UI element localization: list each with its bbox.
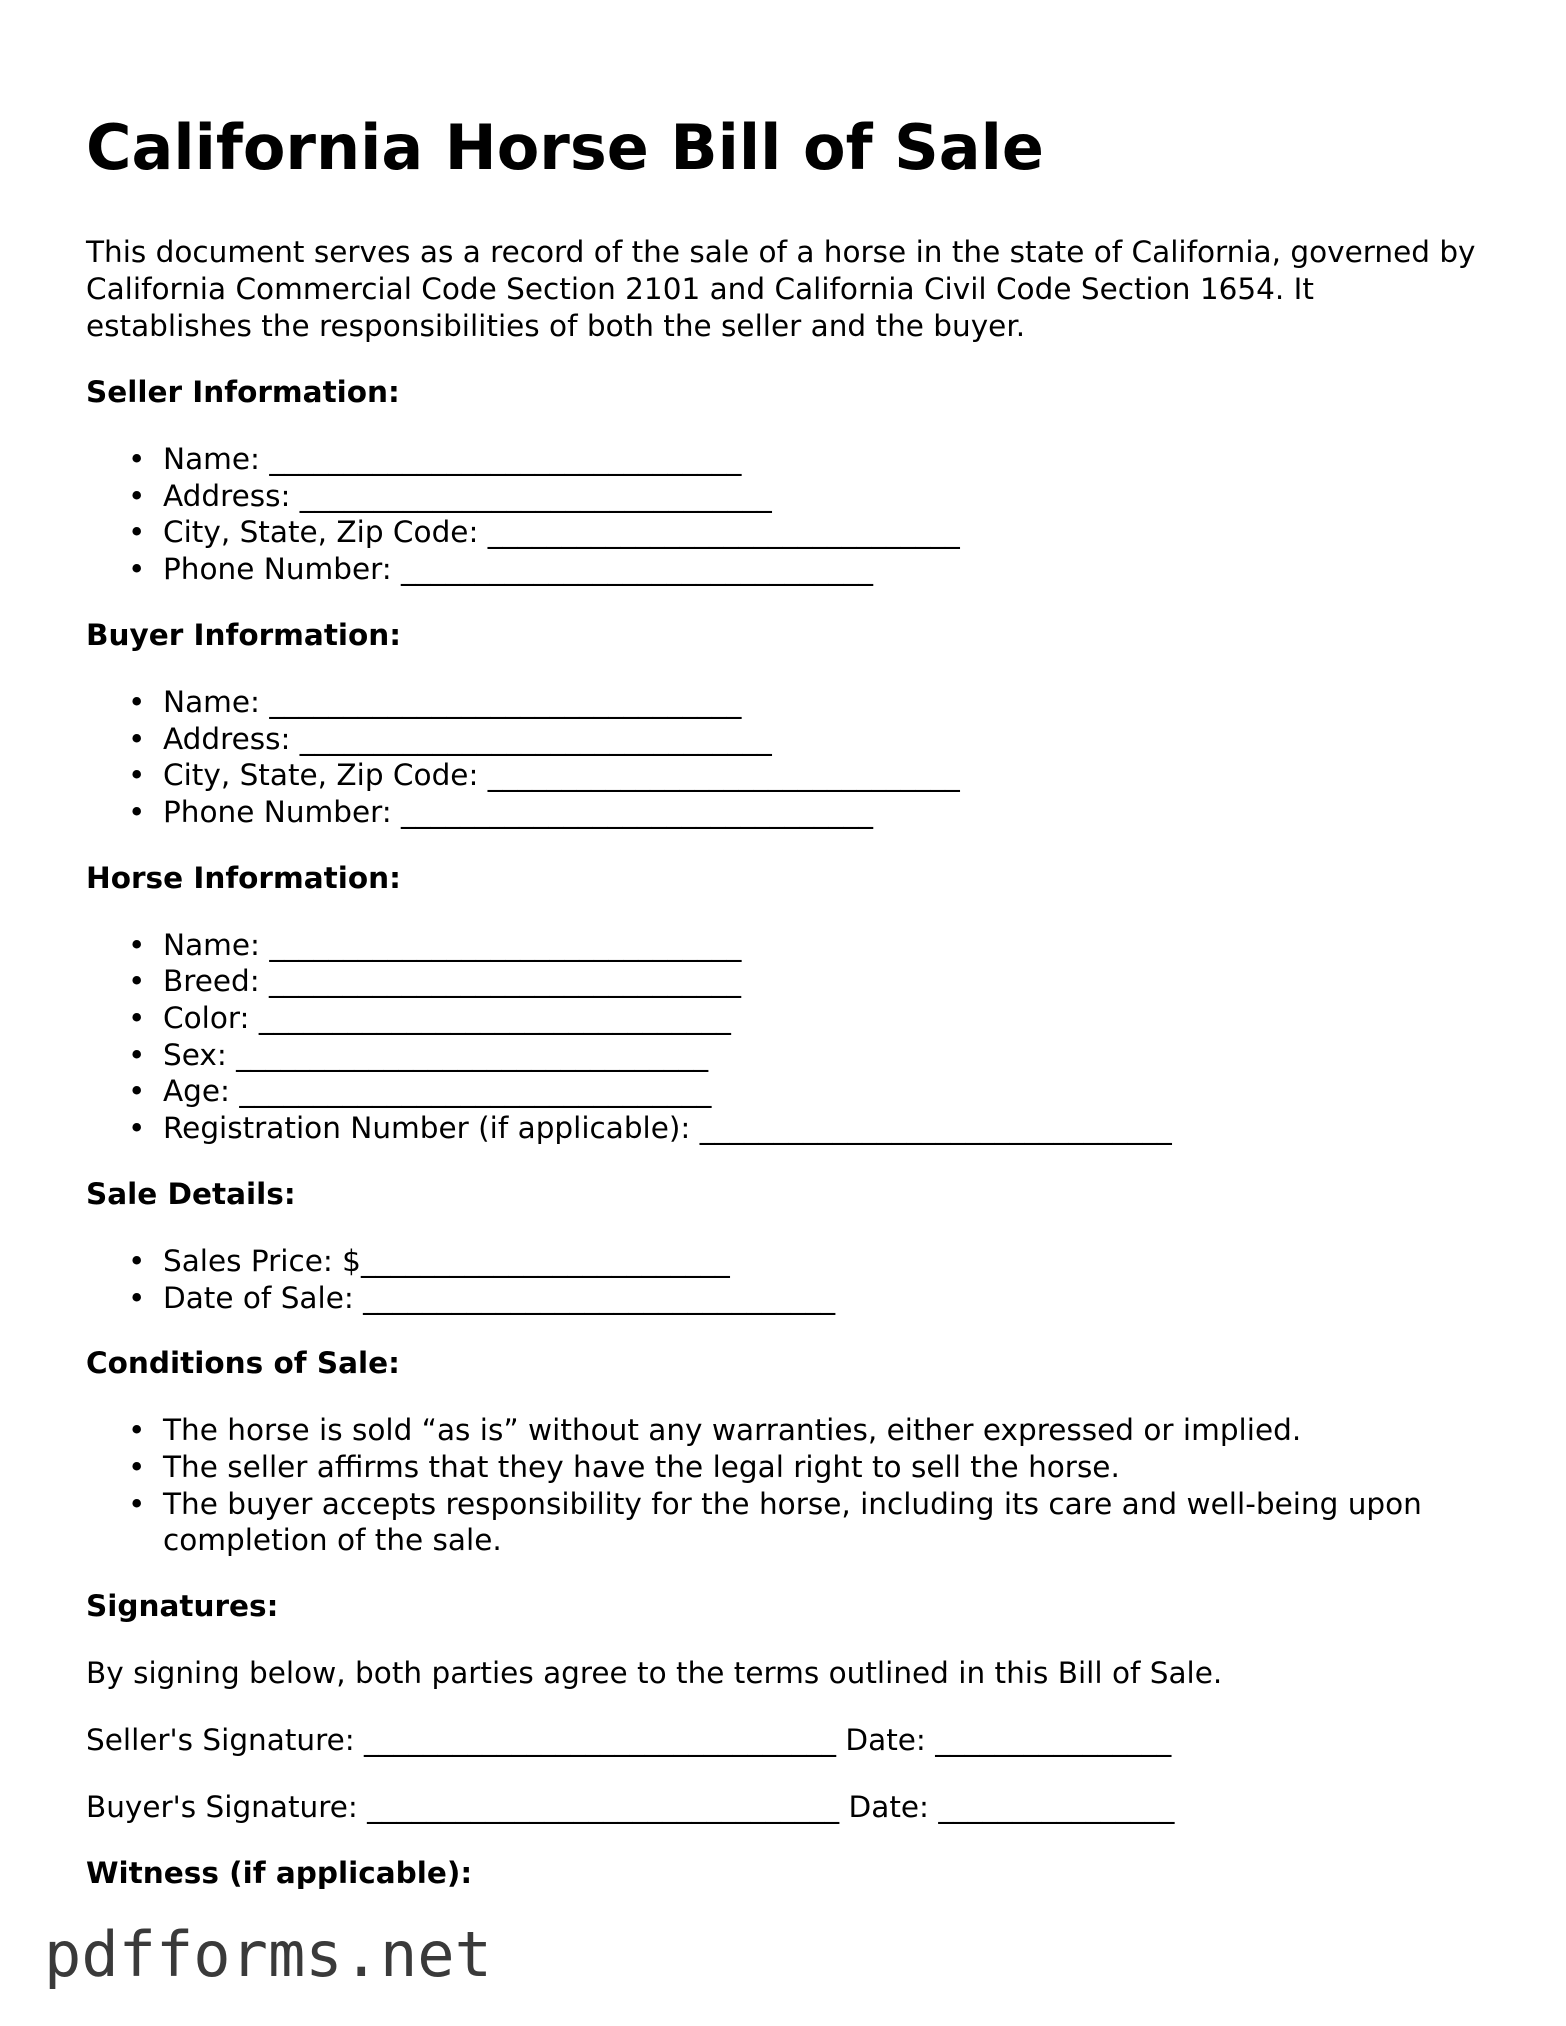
list-item bbox=[86, 1486, 1486, 1559]
bullet-icon: • bbox=[128, 1449, 146, 1484]
bullet-icon: • bbox=[128, 684, 146, 719]
bullet-icon: • bbox=[128, 794, 146, 829]
list-item bbox=[86, 551, 1486, 588]
list-item bbox=[86, 1073, 1486, 1110]
horse-heading: Horse Information: bbox=[86, 860, 401, 895]
list-item bbox=[86, 963, 1486, 1000]
signatures-statement: By signing below, both parties agree to the terms outlined in this Bill of Sale. bbox=[86, 1656, 1223, 1691]
bullet-icon: • bbox=[128, 1037, 146, 1072]
sale-price-field: Sales Price: $_________________________ bbox=[163, 1243, 730, 1278]
horse-sex-field: Sex: ________________________________ bbox=[163, 1037, 709, 1072]
horse-color-field: Color: ________________________________ bbox=[163, 1001, 731, 1036]
seller-address-field: Address: ________________________________ bbox=[163, 478, 772, 513]
seller-city-field: City, State, Zip Code: ________________________________ bbox=[163, 515, 960, 550]
buyer-list bbox=[86, 684, 1486, 831]
bullet-icon: • bbox=[128, 515, 146, 550]
bullet-icon: • bbox=[128, 1280, 146, 1315]
witness-heading: Witness (if applicable): bbox=[86, 1856, 473, 1891]
bullet-icon: • bbox=[128, 442, 146, 476]
horse-age-field: Age: ________________________________ bbox=[163, 1074, 712, 1109]
conditions-heading: Conditions of Sale: bbox=[86, 1346, 400, 1381]
seller-phone-field: Phone Number: ________________________________ bbox=[163, 552, 874, 587]
bullet-icon: • bbox=[128, 721, 146, 756]
horse-registration-field: Registration Number (if applicable): ________________________________ bbox=[163, 1111, 1172, 1146]
bullet-icon: • bbox=[128, 1111, 146, 1146]
condition-legal-right: The seller affirms that they have the legal right to sell the horse. bbox=[163, 1449, 1120, 1484]
list-item bbox=[86, 1412, 1486, 1449]
conditions-list bbox=[86, 1412, 1486, 1559]
page-title: California Horse Bill of Sale bbox=[86, 111, 1044, 184]
list-item bbox=[86, 794, 1486, 831]
condition-responsibility: The buyer accepts responsibility for the horse, including its care and well-being upon completion of the sale. bbox=[163, 1486, 1422, 1558]
list-item bbox=[86, 1280, 1486, 1317]
sale-date-field: Date of Sale: ________________________________ bbox=[163, 1280, 836, 1315]
bullet-icon: • bbox=[128, 1074, 146, 1109]
horse-name-field: Name: ________________________________ bbox=[163, 927, 742, 962]
sale-heading: Sale Details: bbox=[86, 1176, 296, 1211]
buyer-phone-field: Phone Number: ________________________________ bbox=[163, 794, 874, 829]
bullet-icon: • bbox=[128, 478, 146, 513]
bullet-icon: • bbox=[128, 964, 146, 999]
watermark: pdfforms.net bbox=[44, 1918, 492, 1991]
list-item bbox=[86, 1449, 1486, 1486]
list-item bbox=[86, 757, 1486, 794]
bullet-icon: • bbox=[128, 1486, 146, 1521]
seller-list bbox=[86, 441, 1486, 588]
seller-name-field: Name: ________________________________ bbox=[163, 442, 742, 476]
seller-signature-line: Seller's Signature: ________________________________ Date: ________________ bbox=[86, 1723, 1172, 1758]
buyer-heading: Buyer Information: bbox=[86, 617, 402, 652]
list-item bbox=[86, 1037, 1486, 1074]
horse-breed-field: Breed: ________________________________ bbox=[163, 964, 742, 999]
buyer-city-field: City, State, Zip Code: ________________________________ bbox=[163, 758, 960, 793]
list-item bbox=[86, 441, 1486, 478]
list-item bbox=[86, 1243, 1486, 1280]
buyer-address-field: Address: ________________________________ bbox=[163, 721, 772, 756]
list-item bbox=[86, 684, 1486, 721]
document-page bbox=[86, 108, 1486, 1892]
horse-list bbox=[86, 927, 1486, 1147]
buyer-signature-line: Buyer's Signature: ________________________________ Date: ________________ bbox=[86, 1790, 1175, 1825]
bullet-icon: • bbox=[128, 1413, 146, 1448]
sale-list bbox=[86, 1243, 1486, 1316]
list-item bbox=[86, 1110, 1486, 1147]
bullet-icon: • bbox=[128, 552, 146, 587]
list-item bbox=[86, 514, 1486, 551]
list-item bbox=[86, 478, 1486, 515]
list-item bbox=[86, 721, 1486, 758]
buyer-name-field: Name: ________________________________ bbox=[163, 684, 742, 719]
bullet-icon: • bbox=[128, 758, 146, 793]
signatures-heading: Signatures: bbox=[86, 1589, 279, 1624]
intro-paragraph: This document serves as a record of the sale of a horse in the state of California, governed by California Commercial Code Section 2101 and California Civil Code Section 1654. It establishes the responsibilities of both the seller and the buyer. bbox=[86, 235, 1476, 343]
list-item bbox=[86, 1000, 1486, 1037]
bullet-icon: • bbox=[128, 1001, 146, 1036]
list-item bbox=[86, 927, 1486, 964]
bullet-icon: • bbox=[128, 927, 146, 962]
condition-as-is: The horse is sold “as is” without any warranties, either expressed or implied. bbox=[163, 1413, 1302, 1448]
seller-heading: Seller Information: bbox=[86, 375, 400, 409]
bullet-icon: • bbox=[128, 1243, 146, 1278]
